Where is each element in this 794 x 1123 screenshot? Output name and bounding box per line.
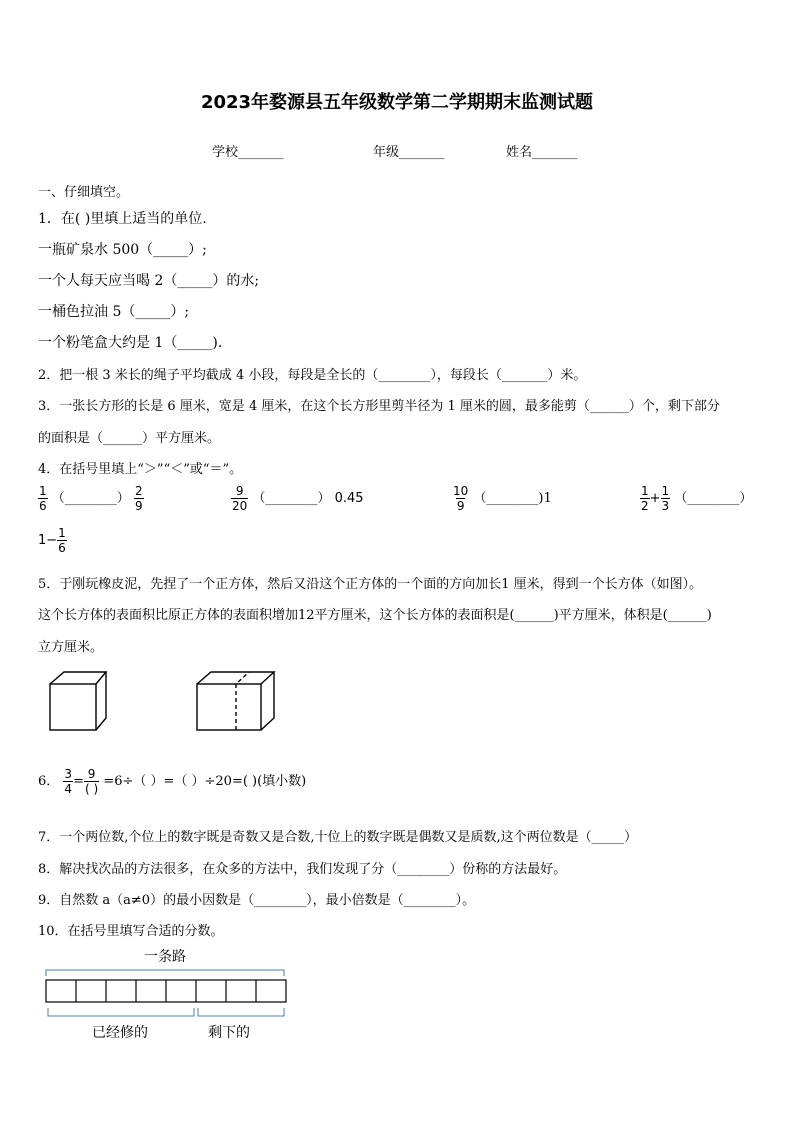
q3-line2: 的面积是（______）平方厘米。 [38,431,221,446]
answer-blank: （________） [674,491,753,506]
cube-figure [50,672,106,730]
equals-sign: = [73,774,84,789]
answer-blank: （________)1 [473,491,552,506]
q7-text: 7．一个两位数,个位上的数字既是奇数又是合数,十位上的数字既是偶数又是质数,这个两位数是（_____） [38,830,638,845]
q6-rest: =6÷（ ）=（ ）÷20=( )(填小数) [103,774,307,789]
road-bar [46,980,286,1002]
road-total-label: 一条路 [144,949,186,965]
q2-text: 2．把一根 3 米长的绳子平均截成 4 小段，每段是全长的（________），每段长（_______）米。 [38,368,587,383]
q6-number: 6． [38,774,60,789]
q5-line2: 这个长方体的表面积比原正方体的表面积增加12平方厘米，这个长方体的表面积是(______)平方厘米，体积是(______) [38,608,712,623]
plus-sign: + [649,491,661,506]
road-done-label: 已经修的 [92,1025,148,1041]
q1-stem: 1．在( )里填上适当的单位. [38,211,207,227]
q3-line1: 3．一张长方形的长是 6 厘米，宽是 4 厘米，在这个长方形里剪半径为 1 厘米的圆，最多能剪（______）个，剩下部分 [38,399,720,414]
expression-prefix: 1− [38,533,58,548]
grade-field: 年级_______ [373,145,445,160]
q5-line1: 5．于刚玩橡皮泥，先捏了一个正方体，然后又沿这个正方体的一个面的方向加长1 厘米，得到一个长方体（如图）。 [38,577,703,592]
q1-item-c: 一桶色拉油 5（_____）; [38,304,190,320]
fraction: $\frac{1}{2}$ [641,484,649,513]
fraction: $\frac{1}{3}$ [661,484,670,513]
fraction: $\frac{9}{20}$ [232,484,248,513]
q1-item-d: 一个粉笔盒大约是 1（_____). [38,335,223,351]
answer-blank: （________） [252,491,331,506]
fraction: $\frac{2}{9}$ [134,484,143,513]
decimal-value: 0.45 [334,491,364,506]
road-diagram [40,964,292,1024]
q1-item-a: 一瓶矿泉水 500（_____）; [38,242,207,258]
cube-figures [46,668,286,738]
fraction: $\frac{1}{6}$ [58,526,66,555]
fraction: $\frac{3}{4}$ [64,767,73,796]
q4-item-2 [231,484,364,513]
q4-item-3 [452,484,552,513]
bottom-braces [48,1008,284,1016]
answer-blank: （________） [51,491,130,506]
fraction: $\frac{9}{( )}$ [84,767,99,796]
q4-stem: 4．在括号里填上“＞”“＜”或“＝”。 [38,462,243,477]
q1-item-b: 一个人每天应当喝 2（_____）的水; [38,273,260,289]
fraction: $\frac{10}{9}$ [453,484,469,513]
fraction: $\frac{1}{6}$ [39,484,47,513]
q8-text: 8．解决找次品的方法很多，在众多的方法中，我们发现了分（________）份称的方法最好。 [38,862,567,877]
road-remaining-label: 剩下的 [208,1025,250,1041]
q10-stem: 10．在括号里填写合适的分数。 [38,924,224,939]
section-heading: 一、仔细填空。 [38,185,130,200]
q4-item-1 [38,484,144,513]
q6-equation [38,767,306,796]
cuboid-figure [197,672,274,730]
top-brace [46,970,284,976]
q5-line3: 立方厘米。 [38,640,104,655]
q9-text: 9．自然数 a（a≠0）的最小因数是（________），最小倍数是（________）。 [38,893,476,908]
q4-item-4 [640,484,752,513]
q4-item-5 [38,526,67,555]
page-title: 2023年婺源县五年级数学第二学期期末监测试题 [200,92,594,113]
name-field: 姓名_______ [506,145,578,160]
school-field: 学校_______ [212,145,284,160]
